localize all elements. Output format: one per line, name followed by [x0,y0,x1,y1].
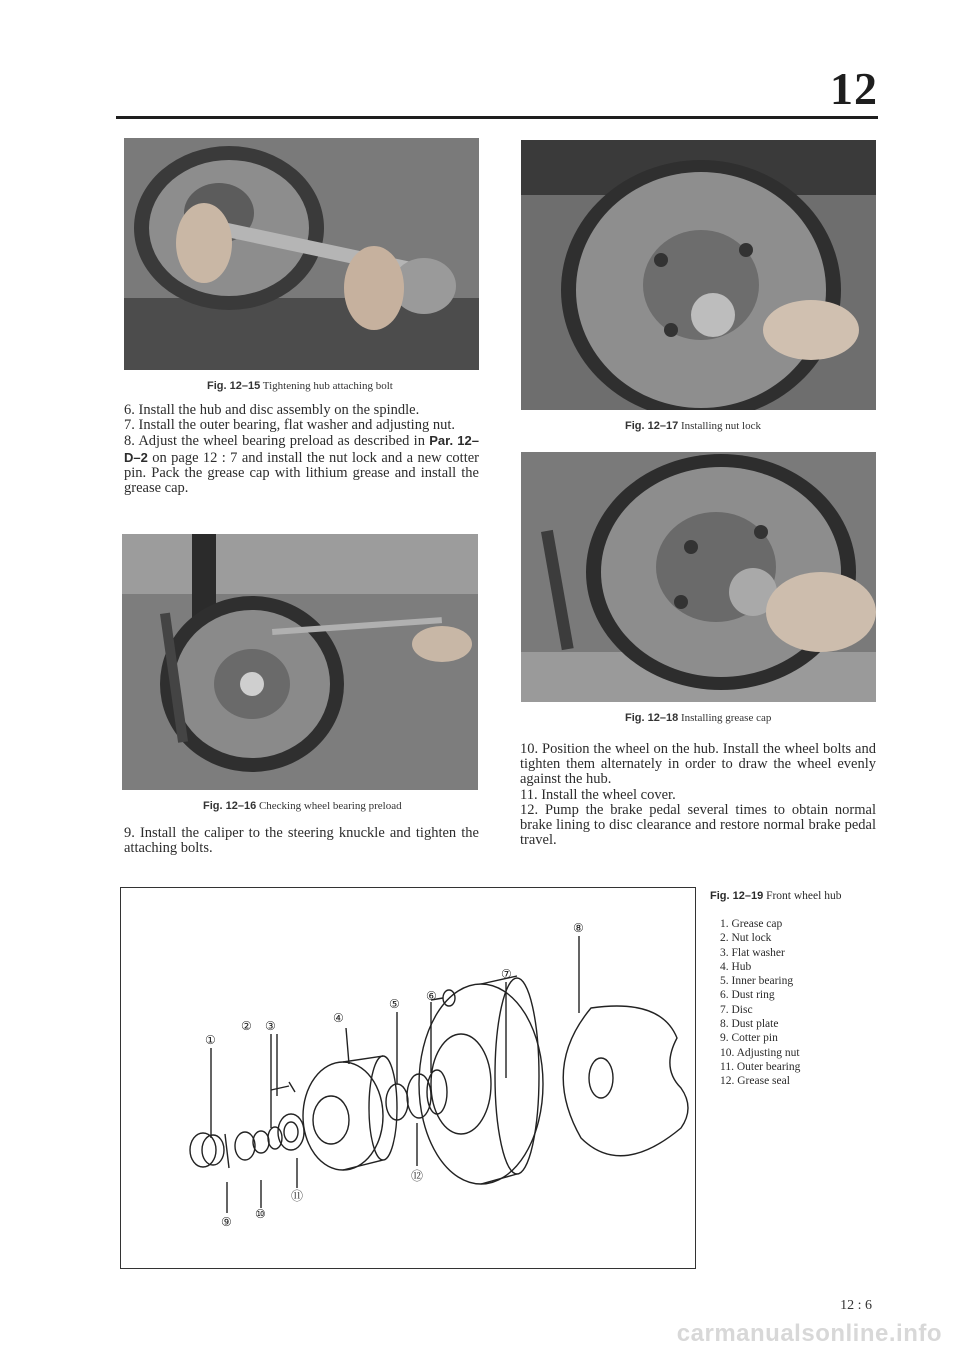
part-dust-ring [427,1070,447,1114]
legend-item: 7. Disc [720,1003,753,1016]
callout-2: ② [241,1019,252,1033]
step-8 [124,433,479,496]
callout-7: ⑦ [501,967,512,981]
part-adjusting-nut [253,1131,269,1153]
photo-fig-12-17 [521,140,876,410]
step-7: 7. Install the outer bearing, flat washer and adjusting nut. [124,417,455,434]
legend-item: 12. Grease seal [720,1075,790,1088]
step-9: 9. Install the caliper to the steering knuckle and tighten the attaching bolts. [124,825,479,857]
paragraph-reference: Par. 12–D–2 [124,433,479,465]
parts-legend [720,917,800,1089]
left-text-step-9 [124,826,479,856]
callout-12: ⑫ [411,1169,424,1183]
caption-fig-12-17 [625,420,761,432]
figure-caption-text: Checking wheel bearing preload [258,800,402,812]
callout-10: ⑩ [255,1207,266,1221]
figure-label: Fig. 12–15 [207,380,261,392]
step-8-part-a: 8. Adjust the wheel bearing preload as described in [124,433,425,450]
caption-fig-12-18 [625,712,771,724]
figure-label: Fig. 12–19 [710,890,764,902]
step-10: 10. Position the wheel on the hub. Install the wheel bolts and tighten them alternately in order to draw the wheel evenly against the hub. [520,741,876,788]
photo-fig-12-16 [122,534,478,790]
photo-fig-12-15 [124,138,479,370]
photo-fig-12-18 [521,452,876,702]
step-12: 12. Pump the brake pedal several times to obtain normal brake lining to disc clearance and restore normal brake pedal travel. [520,801,876,849]
part-nut-lock [235,1132,255,1160]
exploded-diagram-drawing [121,888,695,1268]
chapter-number: 12 [830,63,878,114]
step-6: 6. Install the hub and disc assembly on the spindle. [124,402,420,418]
callout-3: ③ [265,1019,276,1033]
figure-caption-text: Installing nut lock [680,420,761,432]
page-number: 12 : 6 [840,1298,872,1313]
part-cotter-pin [225,1134,229,1168]
left-text-steps [124,403,479,496]
right-text-steps [520,742,876,848]
figure-caption-text: Tightening hub attaching bolt [262,380,393,392]
callout-11: ⑪ [291,1189,304,1203]
caption-fig-12-19 [710,890,841,902]
legend-item: 9. Cotter pin [720,1032,778,1045]
legend-item: 8. Dust plate [720,1018,779,1031]
site-watermark: carmanualsonline.info [676,1320,942,1347]
callout-6: ⑥ [426,989,437,1003]
legend-item: 10. Adjusting nut [720,1046,800,1059]
legend-item: 5. Inner bearing [720,975,794,988]
caption-fig-12-15 [207,380,393,392]
callout-5: ⑤ [389,997,400,1011]
step-11: 11. Install the wheel cover. [520,786,676,803]
part-flat-washer [268,1127,282,1149]
callout-8: ⑧ [573,921,584,935]
callout-4: ④ [333,1011,344,1025]
legend-item: 3. Flat washer [720,946,785,959]
legend-item: 1. Grease cap [720,918,783,930]
part-dust-plate [563,1006,688,1156]
header-rule [116,116,878,119]
figure-caption-text: Installing grease cap [680,712,772,724]
figure-caption-text: Front wheel hub [766,890,842,902]
caption-fig-12-16 [203,800,402,812]
part-outer-bearing [278,1114,304,1150]
figure-label: Fig. 12–18 [625,712,679,724]
part-grease-cap [190,1133,216,1167]
exploded-diagram-front-wheel-hub [120,887,696,1269]
part-disc [419,984,543,1184]
legend-item: 2. Nut lock [720,932,772,945]
legend-item: 4. Hub [720,960,752,973]
legend-item: 6. Dust ring [720,989,775,1002]
figure-label: Fig. 12–16 [203,800,257,812]
step-8-part-b: on page 12 : 7 and install the nut lock and a new cotter pin. Pack the grease cap with lithium grease and install the grease cap. [124,449,479,497]
figure-label: Fig. 12–17 [625,420,679,432]
legend-item: 11. Outer bearing [720,1060,801,1073]
callout-1: ① [205,1033,216,1047]
callout-9: ⑨ [221,1215,232,1229]
